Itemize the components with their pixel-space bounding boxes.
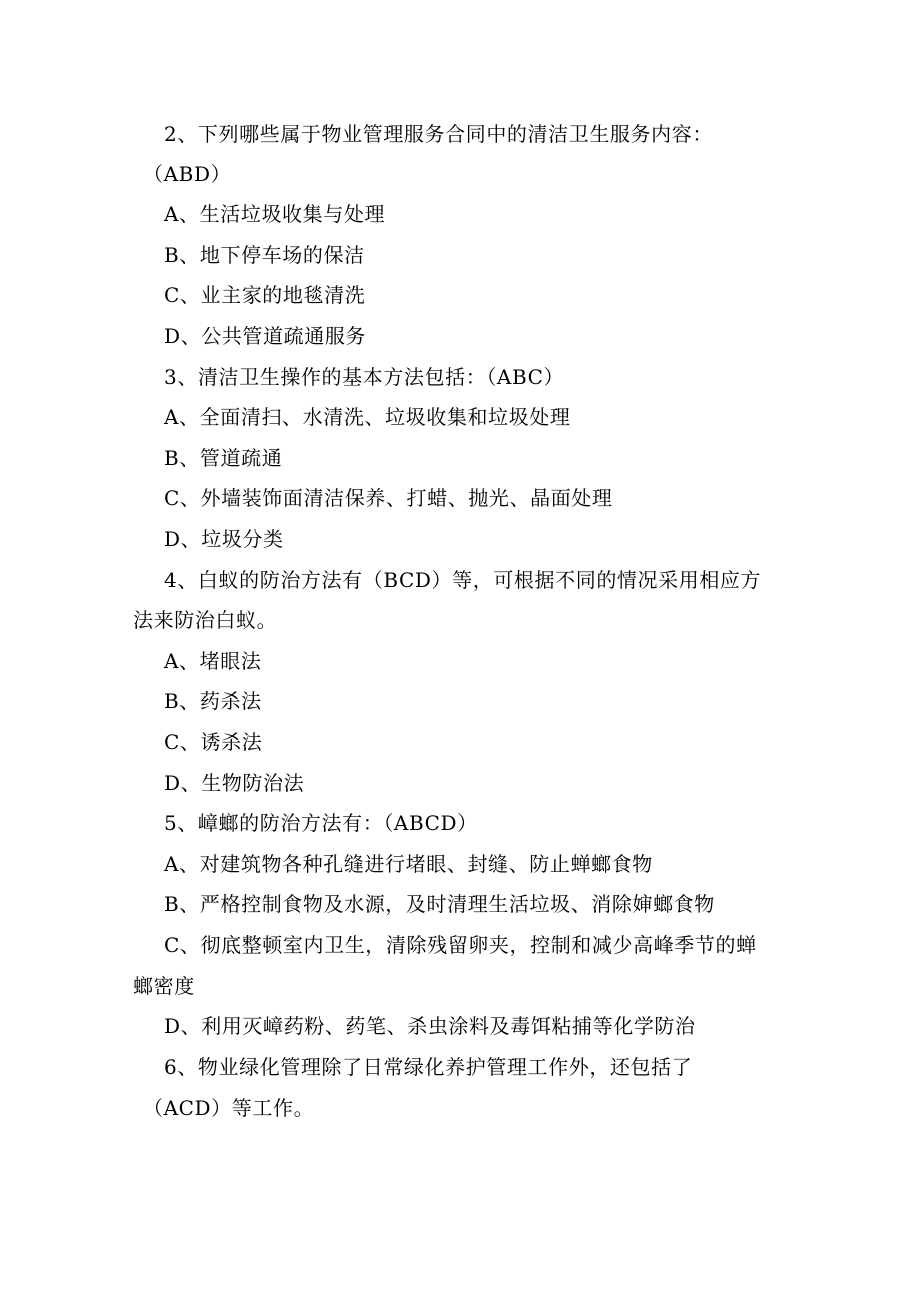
- question-6-stem-continued: （ACD）等工作。: [143, 1096, 315, 1120]
- question-2-option-b: B、地下停车场的保洁: [164, 243, 365, 267]
- question-5-option-d: D、利用灭嶂药粉、药笔、杀虫涂料及毒饵粘捕等化学防治: [164, 1014, 696, 1038]
- question-5-stem: 5、嶂螂的防治方法有：（ABCD）: [164, 811, 478, 835]
- question-3-stem: 3、清洁卫生操作的基本方法包括：（ABC）: [164, 365, 565, 389]
- question-3-option-c: C、外墙装饰面清洁保养、打蜡、抛光、晶面处理: [164, 486, 613, 510]
- question-4-stem-continued: 法来防治白蚁。: [133, 608, 278, 632]
- question-2-stem: 2、下列哪些属于物业管理服务合同中的清洁卫生服务内容：: [164, 122, 713, 146]
- question-5-option-c-continued: 螂密度: [133, 974, 195, 998]
- question-2-option-d: D、公共管道疏通服务: [164, 324, 367, 348]
- question-4-option-c: C、诱杀法: [164, 730, 263, 754]
- question-3-option-a: A、全面清扫、水清洗、垃圾收集和垃圾处理: [164, 405, 571, 429]
- question-4-stem: 4、白蚁的防治方法有（BCD）等，可根据不同的情况采用相应方: [164, 568, 762, 592]
- question-5-option-c: C、彻底整顿室内卫生，清除残留卵夹，控制和减少高峰季节的蝉: [164, 933, 757, 957]
- question-3-option-b: B、管道疏通: [164, 446, 283, 470]
- question-4-option-b: B、药杀法: [164, 689, 262, 713]
- question-2-option-c: C、业主家的地毯清洗: [164, 283, 366, 307]
- question-5-option-a: A、对建筑物各种孔缝进行堵眼、封缝、防止蝉螂食物: [164, 852, 653, 876]
- question-3-option-d: D、垃圾分类: [164, 527, 284, 551]
- question-4-option-a: A、堵眼法: [164, 649, 262, 673]
- question-6-stem: 6、物业绿化管理除了日常绿化养护管理工作外，还包括了: [164, 1055, 693, 1079]
- question-2-answer: （ABD）: [143, 162, 232, 186]
- question-2-option-a: A、生活垃圾收集与处理: [164, 202, 386, 226]
- question-4-option-d: D、生物防治法: [164, 771, 305, 795]
- question-5-option-b: B、严格控制食物及水源，及时清理生活垃圾、消除婶螂食物: [164, 892, 715, 916]
